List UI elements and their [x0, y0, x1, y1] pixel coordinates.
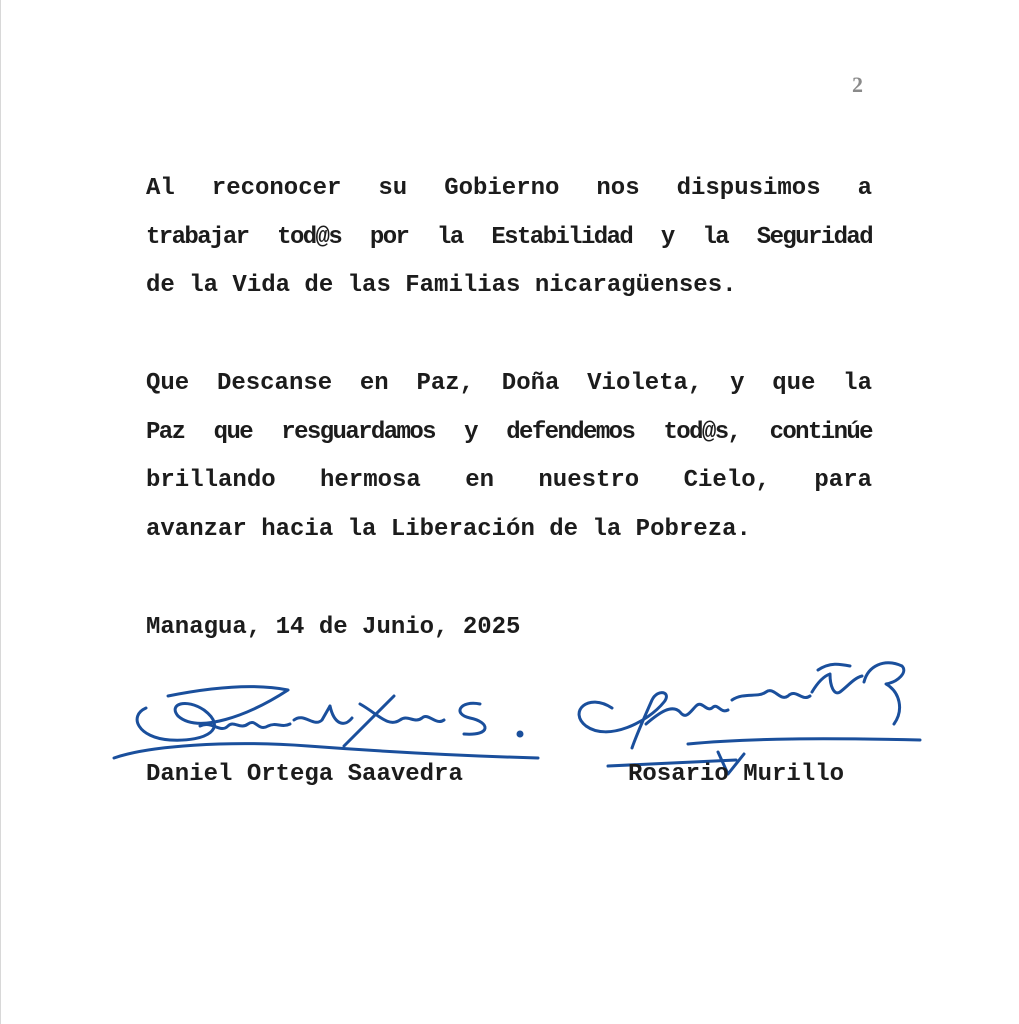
paragraph-line: Paz que resguardamos y defendemos tod@s, continúe [146, 418, 872, 446]
paragraph-line: Que Descanse en Paz, Doña Violeta, y que la [146, 370, 872, 397]
paragraph-line: Al reconocer su Gobierno nos dispusimos a [146, 175, 872, 202]
paragraph-1 [146, 177, 872, 323]
signatory-name: Rosario Murillo [628, 761, 845, 788]
date-line: Managua, 14 de Junio, 2025 [146, 614, 521, 641]
page-edge [0, 0, 1, 1024]
paragraph-line: brillando hermosa en nuestro Cielo, para [146, 467, 872, 494]
paragraph-line: avanzar hacia la Liberación de la Pobreza. [146, 515, 751, 543]
paragraph-line: trabajar tod@s por la Estabilidad y la Seguridad [146, 223, 872, 251]
page-number: 2 [852, 72, 863, 97]
paragraph-line: de la Vida de las Familias nicaragüenses. [146, 272, 737, 299]
paragraph-2 [146, 372, 872, 566]
signatory-name: Daniel Ortega Saavedra [146, 761, 463, 788]
